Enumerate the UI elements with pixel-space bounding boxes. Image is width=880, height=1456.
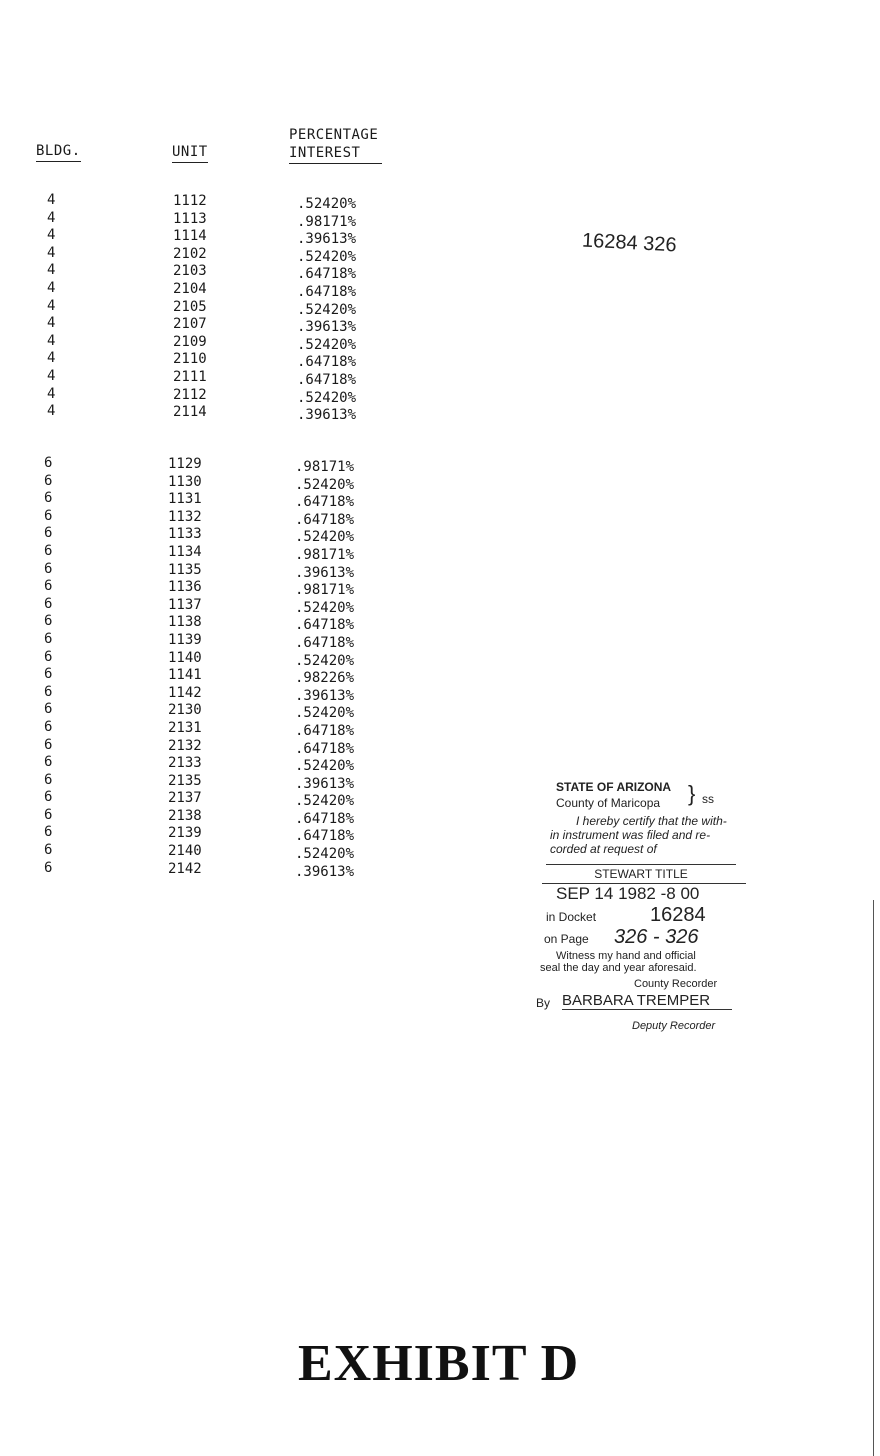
interest-cell: .64718%: [295, 740, 355, 757]
stamp-requester: STEWART TITLE: [546, 864, 736, 881]
bldg-cell: 6: [44, 754, 53, 771]
interest-cell: .39613%: [297, 231, 357, 248]
stamp-page-line: [536, 928, 776, 950]
interest-cell: .64718%: [297, 266, 357, 283]
unit-cell: 1133: [168, 526, 202, 543]
unit-cell: 1136: [168, 579, 202, 596]
stamp-ss: ss: [702, 792, 714, 806]
percentage-header-line1: PERCENTAGE: [289, 127, 379, 143]
group-4-unit-column: [173, 193, 207, 422]
unit-cell: 2131: [168, 719, 202, 736]
unit-cell: 1142: [168, 684, 202, 701]
bldg-cell: 6: [44, 507, 53, 524]
unit-cell: 2111: [173, 368, 207, 385]
bldg-cell: 6: [44, 771, 53, 788]
unit-cell: 2107: [173, 316, 207, 333]
interest-cell: .39613%: [297, 319, 357, 336]
unit-cell: 2104: [173, 280, 207, 297]
interest-cell: .52420%: [297, 389, 357, 406]
interest-cell: .39613%: [295, 863, 355, 880]
bldg-header: BLDG.: [36, 142, 81, 162]
stamp-witness-2: seal the day and year aforesaid.: [540, 962, 697, 974]
interest-cell: .98171%: [295, 546, 355, 563]
interest-cell: .64718%: [297, 354, 357, 371]
bldg-cell: 6: [44, 525, 53, 542]
bldg-cell: 6: [44, 648, 53, 665]
stamp-signature-line: [536, 978, 776, 1020]
recorder-stamp: [536, 780, 776, 1032]
unit-cell: 1130: [168, 473, 202, 490]
bldg-cell: 6: [44, 683, 53, 700]
interest-cell: .52420%: [295, 599, 355, 616]
unit-cell: 1131: [168, 491, 202, 508]
interest-cell: .64718%: [295, 511, 355, 528]
interest-cell: .39613%: [295, 687, 355, 704]
unit-cell: 2133: [168, 755, 202, 772]
interest-cell: .39613%: [295, 775, 355, 792]
unit-cell: 2142: [168, 860, 202, 877]
bldg-cell: 6: [44, 472, 53, 489]
unit-cell: 2138: [168, 807, 202, 824]
unit-cell: 2109: [173, 333, 207, 350]
bldg-cell: 6: [44, 613, 53, 630]
stamp-brace: }: [688, 781, 696, 806]
bldg-cell: 6: [44, 455, 53, 471]
interest-cell: .98171%: [295, 582, 355, 599]
unit-cell: 1135: [168, 561, 202, 578]
stamp-date: SEP 14 1982 -8 00: [542, 883, 746, 904]
interest-cell: .98226%: [295, 670, 355, 687]
unit-cell: 1141: [168, 667, 202, 684]
bldg-cell: 6: [44, 595, 53, 612]
stamp-docket-label: in Docket: [546, 910, 597, 924]
stamp-county-recorder: County Recorder: [634, 978, 718, 990]
interest-cell: .64718%: [295, 634, 355, 651]
bldg-cell: 6: [44, 842, 53, 859]
stamp-witness-1: Witness my hand and official: [556, 950, 696, 962]
scan-edge-line: [873, 900, 874, 1456]
interest-cell: .39613%: [295, 564, 355, 581]
unit-cell: 2114: [173, 404, 207, 421]
stamp-by-label: By: [536, 996, 551, 1010]
interest-cell: .98171%: [295, 459, 355, 475]
stamp-deputy-recorder: Deputy Recorder: [632, 1020, 716, 1032]
bldg-cell: 6: [44, 490, 53, 507]
interest-cell: .52420%: [295, 529, 355, 546]
bldg-cell: 4: [47, 209, 56, 226]
unit-cell: 1132: [168, 508, 202, 525]
unit-cell: 1114: [173, 228, 207, 245]
interest-cell: .98171%: [297, 213, 357, 230]
group-4-bldg-column: [47, 192, 55, 421]
stamp-county: County of Maricopa: [556, 796, 661, 810]
unit-header: UNIT: [172, 143, 208, 163]
unit-cell: 1129: [168, 456, 202, 472]
bldg-cell: 4: [47, 350, 56, 367]
bldg-cell: 4: [47, 367, 56, 384]
bldg-cell: 6: [44, 789, 53, 806]
stamp-certify-2: in instrument was filed and re-: [550, 828, 711, 842]
stamp-page-number: 326 - 326: [614, 926, 699, 948]
unit-cell: 1134: [168, 543, 202, 560]
bldg-cell: 4: [47, 262, 56, 279]
bldg-cell: 6: [44, 542, 53, 559]
unit-cell: 1137: [168, 596, 202, 613]
bldg-cell: 6: [44, 701, 53, 718]
group-6-unit-column: [168, 456, 202, 878]
unit-cell: 1138: [168, 614, 202, 631]
unit-cell: 2137: [168, 790, 202, 807]
bldg-cell: 4: [47, 403, 56, 420]
bldg-cell: 4: [47, 332, 56, 349]
interest-cell: .52420%: [297, 196, 357, 212]
bldg-cell: 4: [47, 244, 56, 261]
unit-cell: 2103: [173, 263, 207, 280]
percentage-header-line2: INTEREST: [289, 144, 382, 164]
exhibit-title: EXHIBIT D: [298, 1335, 580, 1392]
interest-cell: .52420%: [295, 652, 355, 669]
percentage-header: [289, 126, 382, 164]
unit-cell: 2140: [168, 843, 202, 860]
interest-cell: .64718%: [297, 371, 357, 388]
stamp-docket-line: [536, 906, 776, 928]
interest-cell: .52420%: [295, 705, 355, 722]
bldg-cell: 6: [44, 859, 53, 876]
unit-cell: 2132: [168, 737, 202, 754]
bldg-cell: 6: [44, 824, 53, 841]
bldg-cell: 6: [44, 806, 53, 823]
stamp-signer: BARBARA TREMPER: [562, 992, 732, 1010]
group-6-interest-column: [295, 459, 354, 881]
unit-cell: 2135: [168, 772, 202, 789]
interest-cell: .64718%: [295, 722, 355, 739]
bldg-cell: 4: [47, 385, 56, 402]
interest-cell: .52420%: [297, 336, 357, 353]
stamp-certify-3: corded at request of: [550, 842, 657, 856]
stamp-state: STATE OF ARIZONA: [556, 780, 672, 794]
unit-cell: 2105: [173, 298, 207, 315]
bldg-cell: 6: [44, 666, 53, 683]
bldg-cell: 4: [47, 192, 56, 208]
group-6-bldg-column: [44, 455, 52, 877]
bldg-cell: 4: [47, 227, 56, 244]
interest-cell: .64718%: [295, 810, 355, 827]
unit-cell: 2110: [173, 351, 207, 368]
unit-cell: 1112: [173, 193, 207, 209]
interest-cell: .64718%: [295, 617, 355, 634]
interest-cell: .52420%: [295, 846, 355, 863]
bldg-cell: 4: [47, 297, 56, 314]
interest-cell: .52420%: [295, 476, 355, 493]
bldg-cell: 6: [44, 578, 53, 595]
stamp-certify-1: I hereby certify that the with-: [576, 814, 727, 828]
interest-cell: .39613%: [297, 407, 357, 424]
unit-cell: 1113: [173, 210, 207, 227]
interest-cell: .52420%: [297, 248, 357, 265]
unit-cell: 1140: [168, 649, 202, 666]
unit-cell: 2112: [173, 386, 207, 403]
book-page-reference: 16284 326: [581, 229, 678, 257]
unit-cell: 2139: [168, 825, 202, 842]
group-4-interest-column: [297, 196, 356, 425]
interest-cell: .52420%: [295, 758, 355, 775]
bldg-cell: 4: [47, 315, 56, 332]
bldg-cell: 6: [44, 630, 53, 647]
bldg-cell: 6: [44, 736, 53, 753]
unit-cell: 2102: [173, 245, 207, 262]
interest-cell: .52420%: [297, 301, 357, 318]
stamp-page-label: on Page: [544, 932, 589, 946]
unit-cell: 1139: [168, 631, 202, 648]
stamp-docket-number: 16284: [650, 904, 706, 926]
bldg-cell: 6: [44, 560, 53, 577]
interest-cell: .64718%: [297, 283, 357, 300]
unit-cell: 2130: [168, 702, 202, 719]
interest-cell: .64718%: [295, 494, 355, 511]
interest-cell: .52420%: [295, 793, 355, 810]
bldg-cell: 4: [47, 279, 56, 296]
bldg-cell: 6: [44, 718, 53, 735]
interest-cell: .64718%: [295, 828, 355, 845]
